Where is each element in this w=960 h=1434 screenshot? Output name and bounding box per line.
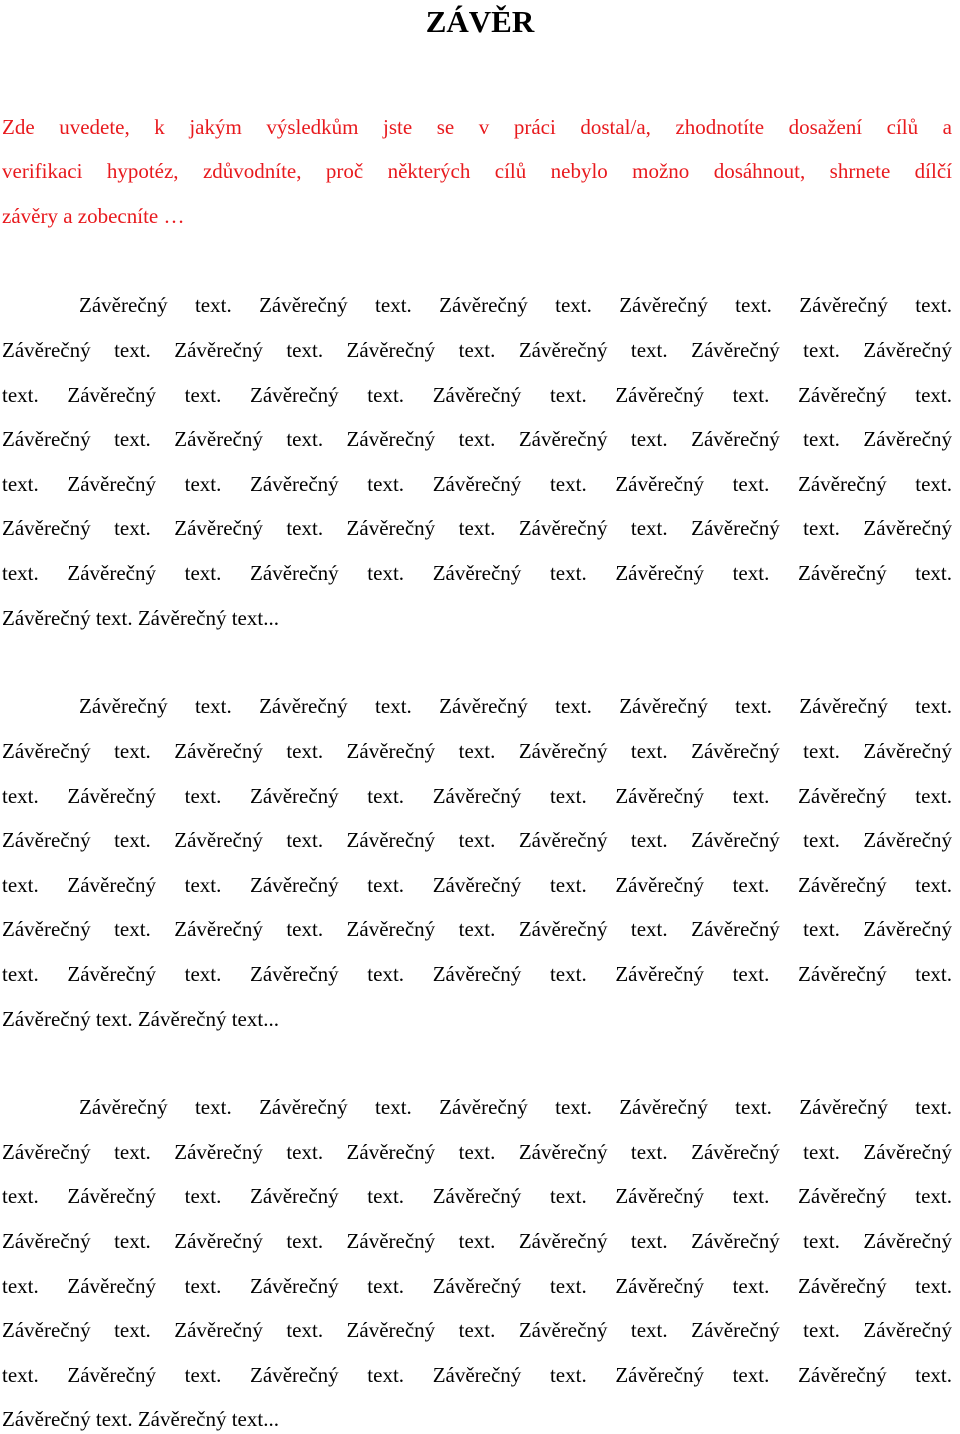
paragraph-line: Závěrečný text. Závěrečný text. Závěrečný text. Závěrečný text. Závěrečný text. Závěrečný [2, 917, 952, 941]
paragraph-line: text. Závěrečný text. Závěrečný text. Závěrečný text. Závěrečný text. Závěrečný text. [2, 962, 952, 986]
paragraph-line: Závěrečný text. Závěrečný text. Závěrečný text. Závěrečný text. Závěrečný text. Závěrečný [2, 1229, 952, 1253]
paragraph-line: Závěrečný text. Závěrečný text... [2, 1007, 279, 1031]
paragraph-line: text. Závěrečný text. Závěrečný text. Závěrečný text. Závěrečný text. Závěrečný text. [2, 784, 952, 808]
paragraph-line: Závěrečný text. Závěrečný text... [2, 606, 279, 630]
instruction-line: závěry a zobecníte … [2, 204, 185, 228]
paragraph-line: Závěrečný text. Závěrečný text. Závěrečný text. Závěrečný text. Závěrečný text. Závěrečný [2, 338, 952, 362]
paragraph-line: Závěrečný text. Závěrečný text. Závěrečný text. Závěrečný text. Závěrečný text. Závěrečný [2, 1140, 952, 1164]
paragraph-line: text. Závěrečný text. Závěrečný text. Závěrečný text. Závěrečný text. Závěrečný text. [2, 1184, 952, 1208]
paragraph-line: Závěrečný text. Závěrečný text. Závěrečný text. Závěrečný text. Závěrečný text. [79, 293, 952, 317]
paragraph-line: Závěrečný text. Závěrečný text. Závěrečný text. Závěrečný text. Závěrečný text. [79, 1095, 952, 1119]
paragraph-line: Závěrečný text. Závěrečný text. Závěrečný text. Závěrečný text. Závěrečný text. Závěrečný [2, 1318, 952, 1342]
paragraph-line: text. Závěrečný text. Závěrečný text. Závěrečný text. Závěrečný text. Závěrečný text. [2, 1363, 952, 1387]
page-title: ZÁVĚR [425, 4, 535, 39]
paragraph-line: text. Závěrečný text. Závěrečný text. Závěrečný text. Závěrečný text. Závěrečný text. [2, 472, 952, 496]
paragraph-line: text. Závěrečný text. Závěrečný text. Závěrečný text. Závěrečný text. Závěrečný text. [2, 873, 952, 897]
paragraph-line: Závěrečný text. Závěrečný text. Závěrečný text. Závěrečný text. Závěrečný text. [79, 694, 952, 718]
paragraph-line: Závěrečný text. Závěrečný text... [2, 1407, 279, 1431]
paragraph-line: text. Závěrečný text. Závěrečný text. Závěrečný text. Závěrečný text. Závěrečný text. [2, 1274, 952, 1298]
instruction-line: verifikaci hypotéz, zdůvodníte, proč některých cílů nebylo možno dosáhnout, shrnete dílčí [2, 159, 952, 183]
paragraph-line: text. Závěrečný text. Závěrečný text. Závěrečný text. Závěrečný text. Závěrečný text. [2, 561, 952, 585]
paragraph-line: Závěrečný text. Závěrečný text. Závěrečný text. Závěrečný text. Závěrečný text. Závěrečný [2, 427, 952, 451]
instruction-line: Zde uvedete, k jakým výsledkům jste se v práci dostal/a, zhodnotíte dosažení cílů a [2, 115, 952, 139]
paragraph-line: text. Závěrečný text. Závěrečný text. Závěrečný text. Závěrečný text. Závěrečný text. [2, 383, 952, 407]
paragraph-line: Závěrečný text. Závěrečný text. Závěrečný text. Závěrečný text. Závěrečný text. Závěrečný [2, 828, 952, 852]
paragraph-line: Závěrečný text. Závěrečný text. Závěrečný text. Závěrečný text. Závěrečný text. Závěrečný [2, 739, 952, 763]
paragraph-line: Závěrečný text. Závěrečný text. Závěrečný text. Závěrečný text. Závěrečný text. Závěrečný [2, 516, 952, 540]
